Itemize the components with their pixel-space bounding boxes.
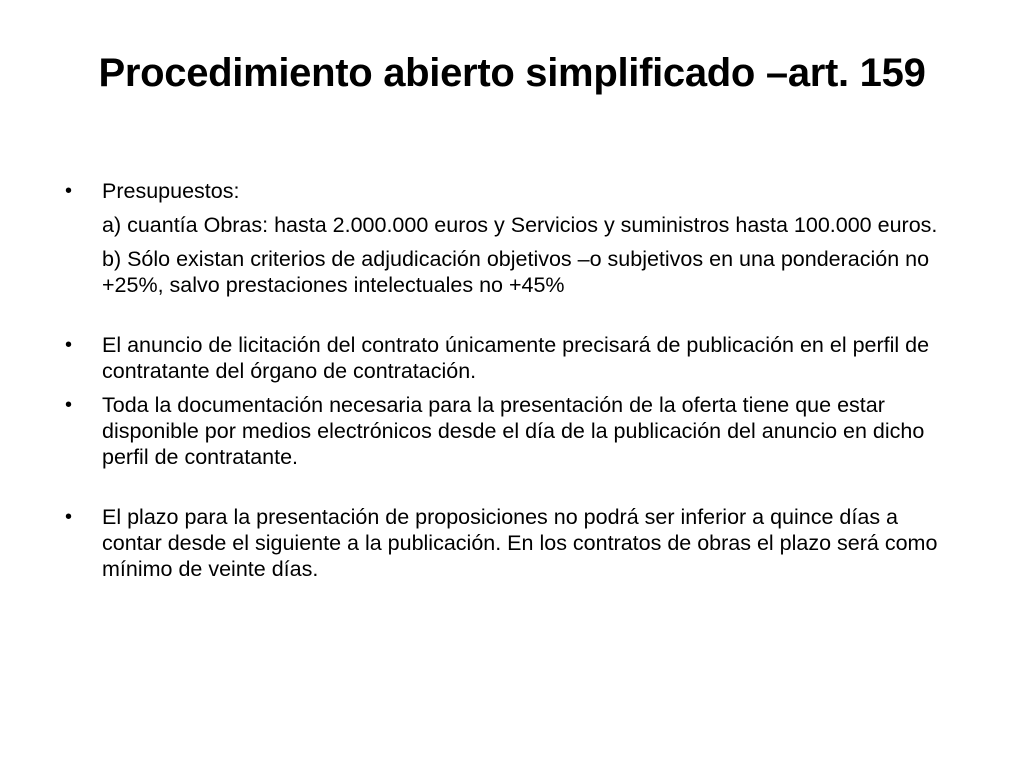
- bullet-item-anuncio: [60, 332, 960, 384]
- sub-item-criterios: b) Sólo existan criterios de adjudicación objetivos –o subjetivos en una ponderación no +25%, salvo prestaciones intelectuales no +45%: [102, 247, 930, 297]
- bullet-text: Presupuestos:: [102, 179, 240, 203]
- bullet-text: El anuncio de licitación del contrato únicamente precisará de publicación en el perfil de contratante del órgano de contratación.: [102, 333, 930, 383]
- bullet-item-documentacion: [60, 392, 960, 470]
- bullet-item-plazo: [60, 504, 960, 582]
- bullet-icon: •: [65, 180, 73, 202]
- bullet-text: Toda la documentación necesaria para la presentación de la oferta tiene que estar disponible por medios electrónicos desde el día de la publicación del anuncio en dicho perfil de contratante.: [102, 393, 925, 469]
- sub-item-cuantia: a) cuantía Obras: hasta 2.000.000 euros y Servicios y suministros hasta 100.000 euros.: [102, 213, 938, 237]
- bullet-item-presupuestos: [60, 178, 960, 204]
- bullet-icon: •: [65, 506, 73, 528]
- slide-title: Procedimiento abierto simplificado –art. 159: [98, 51, 926, 95]
- bullet-text: El plazo para la presentación de proposiciones no podrá ser inferior a quince días a contar desde el siguiente a la publicación. En los contratos de obras el plazo será como mínimo de veinte días.: [102, 505, 938, 581]
- bullet-icon: •: [65, 334, 73, 356]
- bullet-icon: •: [65, 394, 73, 416]
- slide-content: [60, 178, 960, 582]
